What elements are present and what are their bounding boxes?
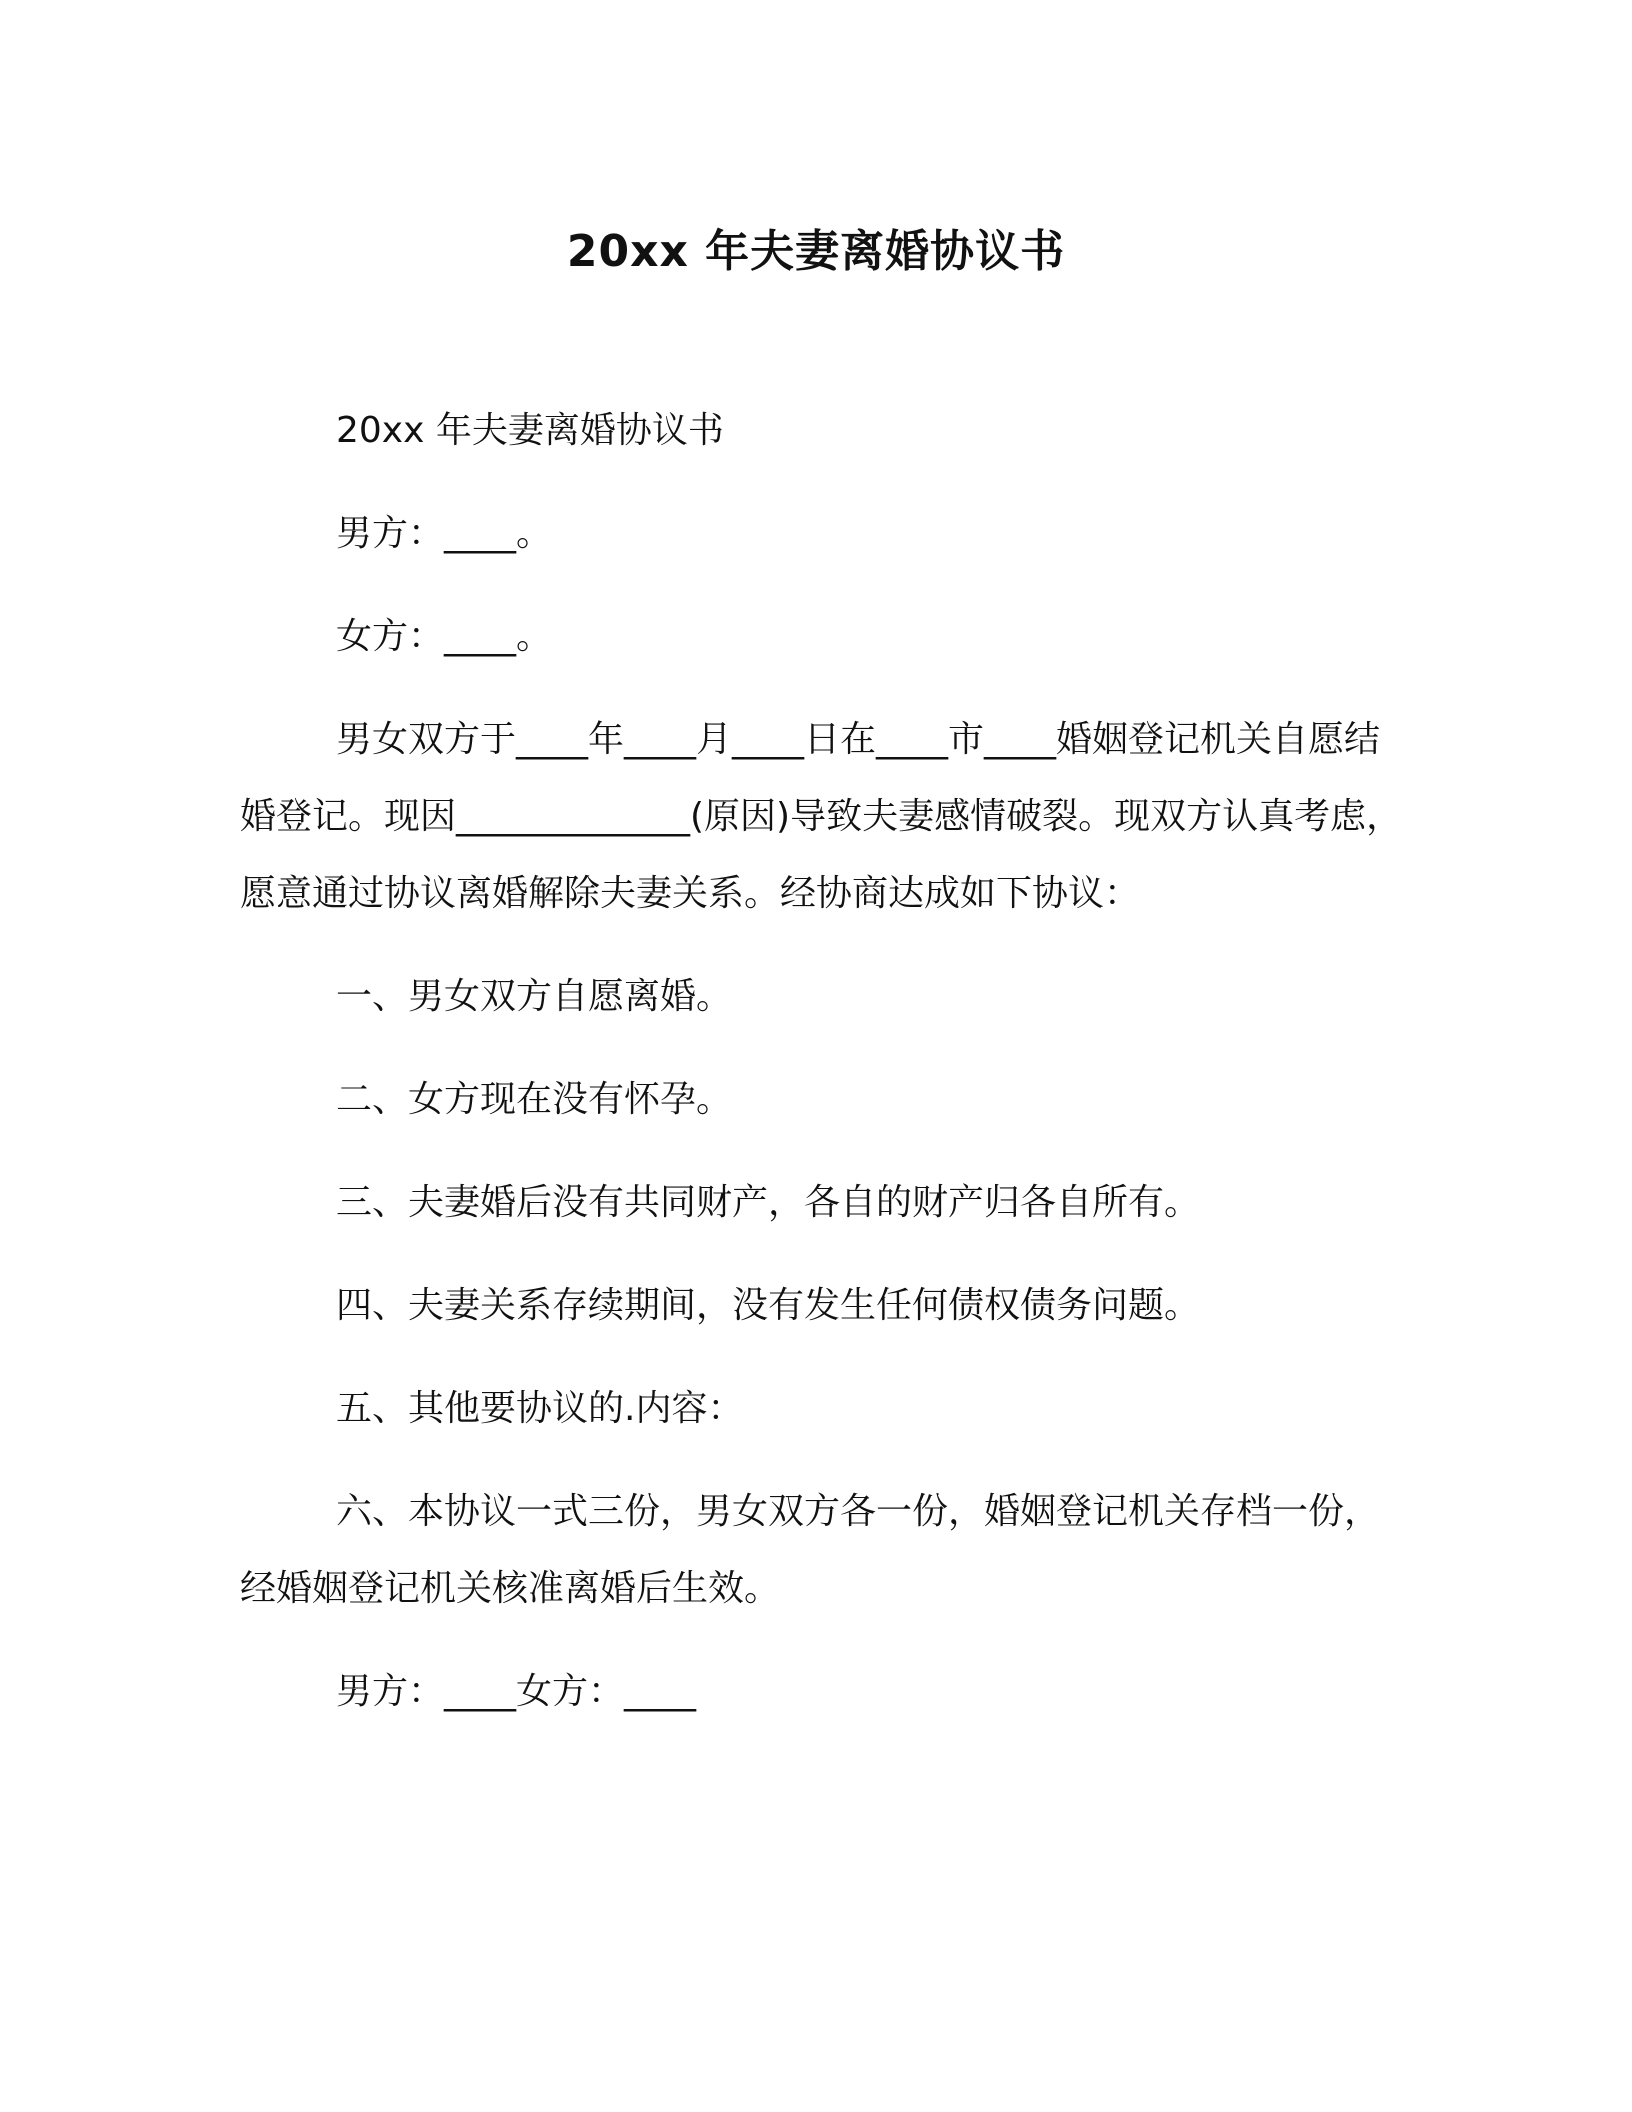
signature-line: 男方：____女方：____ — [336, 1671, 697, 1712]
document-body — [240, 392, 1404, 1730]
clause-3: 三、夫妻婚后没有共同财产，各自的财产归各自所有。 — [336, 1182, 1201, 1223]
clause-1: 一、男女双方自愿离婚。 — [336, 976, 733, 1017]
subtitle-paragraph: 20xx 年夫妻离婚协议书 — [336, 410, 724, 451]
document-title: 20xx 年夫妻离婚协议书 — [566, 226, 1066, 277]
marriage-background-paragraph: 男女双方于____年____月____日在____市____婚姻登记机关自愿结婚登记。现因_____________(原因)导致夫妻感情破裂。现双方认真考虑，愿意通过协议离婚解除夫妻关系。经协商达成如下协议： — [240, 719, 1403, 914]
clause-6: 六、本协议一式三份，男女双方各一份，婚姻登记机关存档一份，经婚姻登记机关核准离婚后生效。 — [240, 1491, 1381, 1609]
clause-2: 二、女方现在没有怀孕。 — [336, 1079, 733, 1120]
clause-4: 四、夫妻关系存续期间，没有发生任何债权债务问题。 — [336, 1285, 1201, 1326]
clause-5: 五、其他要协议的.内容： — [336, 1388, 744, 1429]
husband-name-line: 男方：____。 — [336, 513, 553, 554]
wife-name-line: 女方：____。 — [336, 616, 553, 657]
